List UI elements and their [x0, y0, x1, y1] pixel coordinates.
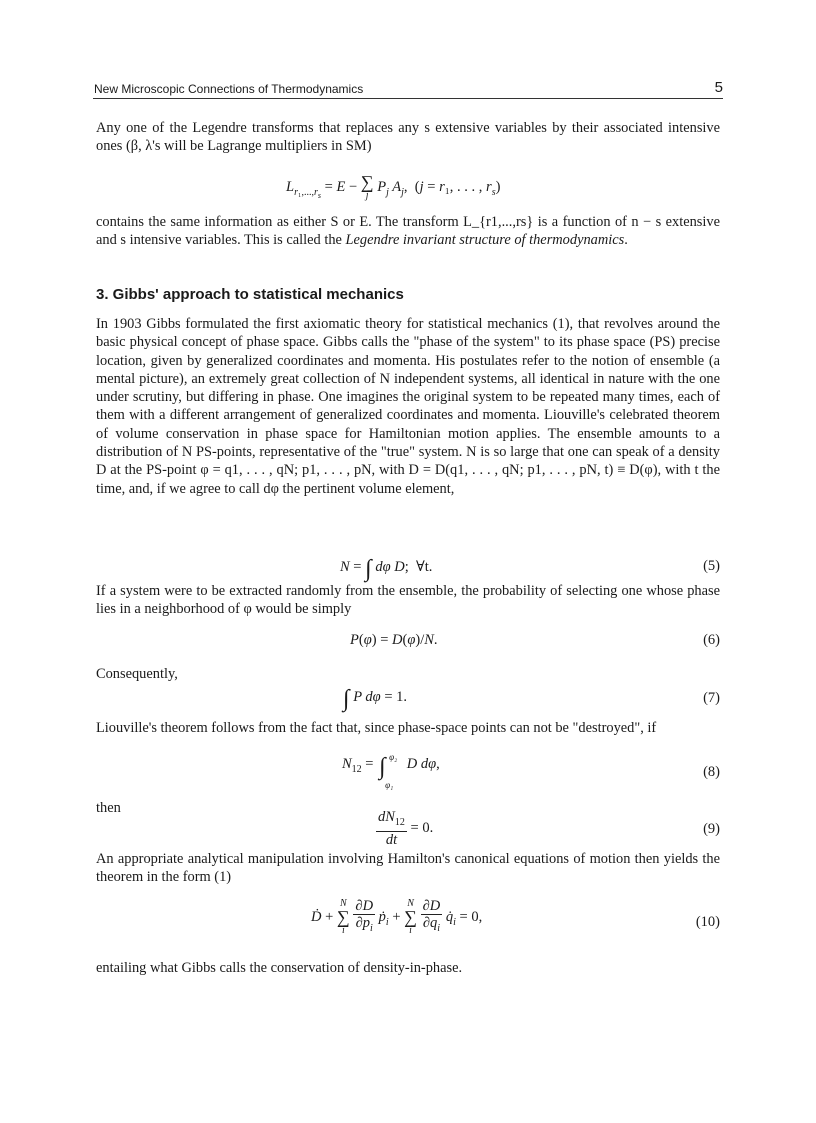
equation-8-expr: $N_{12}$ = ∫ φ₂ φ₁ D dφ,	[342, 752, 440, 790]
equation-10	[96, 898, 720, 937]
equation-7	[96, 684, 720, 720]
equation-number: (8)	[703, 764, 720, 780]
equation-legendre	[96, 172, 720, 208]
paragraph-consequently: Consequently,	[96, 666, 178, 682]
equation-10-expr: Ḋ + N ∑ i $\frac{\partial D}{\partial p_i}$ ṗ$_i$ + N ∑ i $\frac{\partial D}{\partial q_i}$ $q̇_i = 0$,	[311, 898, 483, 937]
running-title: New Microscopic Connections of Thermodynamics	[94, 82, 364, 96]
equation-8	[96, 752, 720, 792]
paragraph-legendre-intro	[96, 119, 720, 156]
section-heading: 3. Gibbs' approach to statistical mechanics	[96, 286, 404, 303]
paragraph-legendre-structure: contains the same information as either S or E. The transform L_{r1,...,rs} is a function of n − s extensive and s intensive variables. This is called the Legendre invariant structure of thermodynamics.	[96, 214, 720, 249]
equation-9-expr: $\frac{dN_{12}}{dt}$ = 0.	[378, 809, 434, 848]
equation-number: (9)	[703, 821, 720, 837]
equation-6	[96, 628, 720, 664]
running-header	[93, 80, 723, 99]
paragraph-probability: If a system were to be extracted randomly from the ensemble, the probability of selecting one whose phase lies in a neighborhood of φ would be simply	[96, 583, 720, 618]
equation-9	[96, 809, 720, 848]
equation-7-expr: ∫ P dφ = 1.	[343, 686, 408, 712]
equation-number: (10)	[695, 914, 720, 930]
paragraph-liouville: Liouville's theorem follows from the fact that, since phase-space points can not be "destroyed", if	[96, 720, 657, 736]
paragraph-hamilton: An appropriate analytical manipulation involving Hamilton's canonical equations of motion then yields the theorem in the form (1)	[96, 851, 720, 886]
paragraph-then: then	[96, 800, 121, 816]
equation-number: (7)	[703, 690, 720, 706]
equation-6-expr: P(φ) = D(φ)/N.	[350, 632, 438, 648]
equation-5	[96, 550, 720, 586]
equation-number: (5)	[703, 558, 720, 574]
equation-number: (6)	[703, 632, 720, 648]
page-number: 5	[714, 79, 723, 96]
paragraph-text: Any one of the Legendre transforms that replaces any s extensive variables by their associated intensive ones (β, λ's will be Lagrange multipliers in SM)	[96, 120, 720, 155]
paragraph-conservation: entailing what Gibbs calls the conservation of density-in-phase.	[96, 960, 463, 976]
equation-legendre-expr: $L_{r_1,...,r_s} = E$ − ∑ j $P_j$ $A_j$, (j = r₁, . . . , $r_s$)	[286, 172, 501, 201]
emphasized-term: Legendre invariant structure of thermodynamics	[345, 232, 625, 249]
paragraph-gibbs-ensemble: In 1903 Gibbs formulated the first axiomatic theory for statistical mechanics (1), that revolves around the basic physical concept of phase space. Gibbs calls the "phase of the system" to its phase space (PS) precise location, given by generalized coordinates and momenta. His postulates refer to the notion of ensemble (a mental picture), an extremely great collection of N independent systems, all identical in nature with the one under scrutiny, but differing in phase. One imagines the original system to be repeated many times, each of them with a different arrangement of generalized coordinates and momenta. Liouville's celebrated theorem of volume conservation in phase space for Hamiltonian motion applies. The ensemble amounts to a distribution of N PS-points, representative of the "true" system. N is so large that one can speak of a density D at the PS-point φ = q1, . . . , qN; p1, . . . , pN, with D = D(q1, . . . , qN; p1, . . . , pN, t) ≡ D(φ), with t the time, and, if we agree to call dφ the pertinent volume element,	[96, 316, 720, 497]
equation-5-expr: N = ∫ dφ D; ∀t.	[340, 556, 433, 582]
